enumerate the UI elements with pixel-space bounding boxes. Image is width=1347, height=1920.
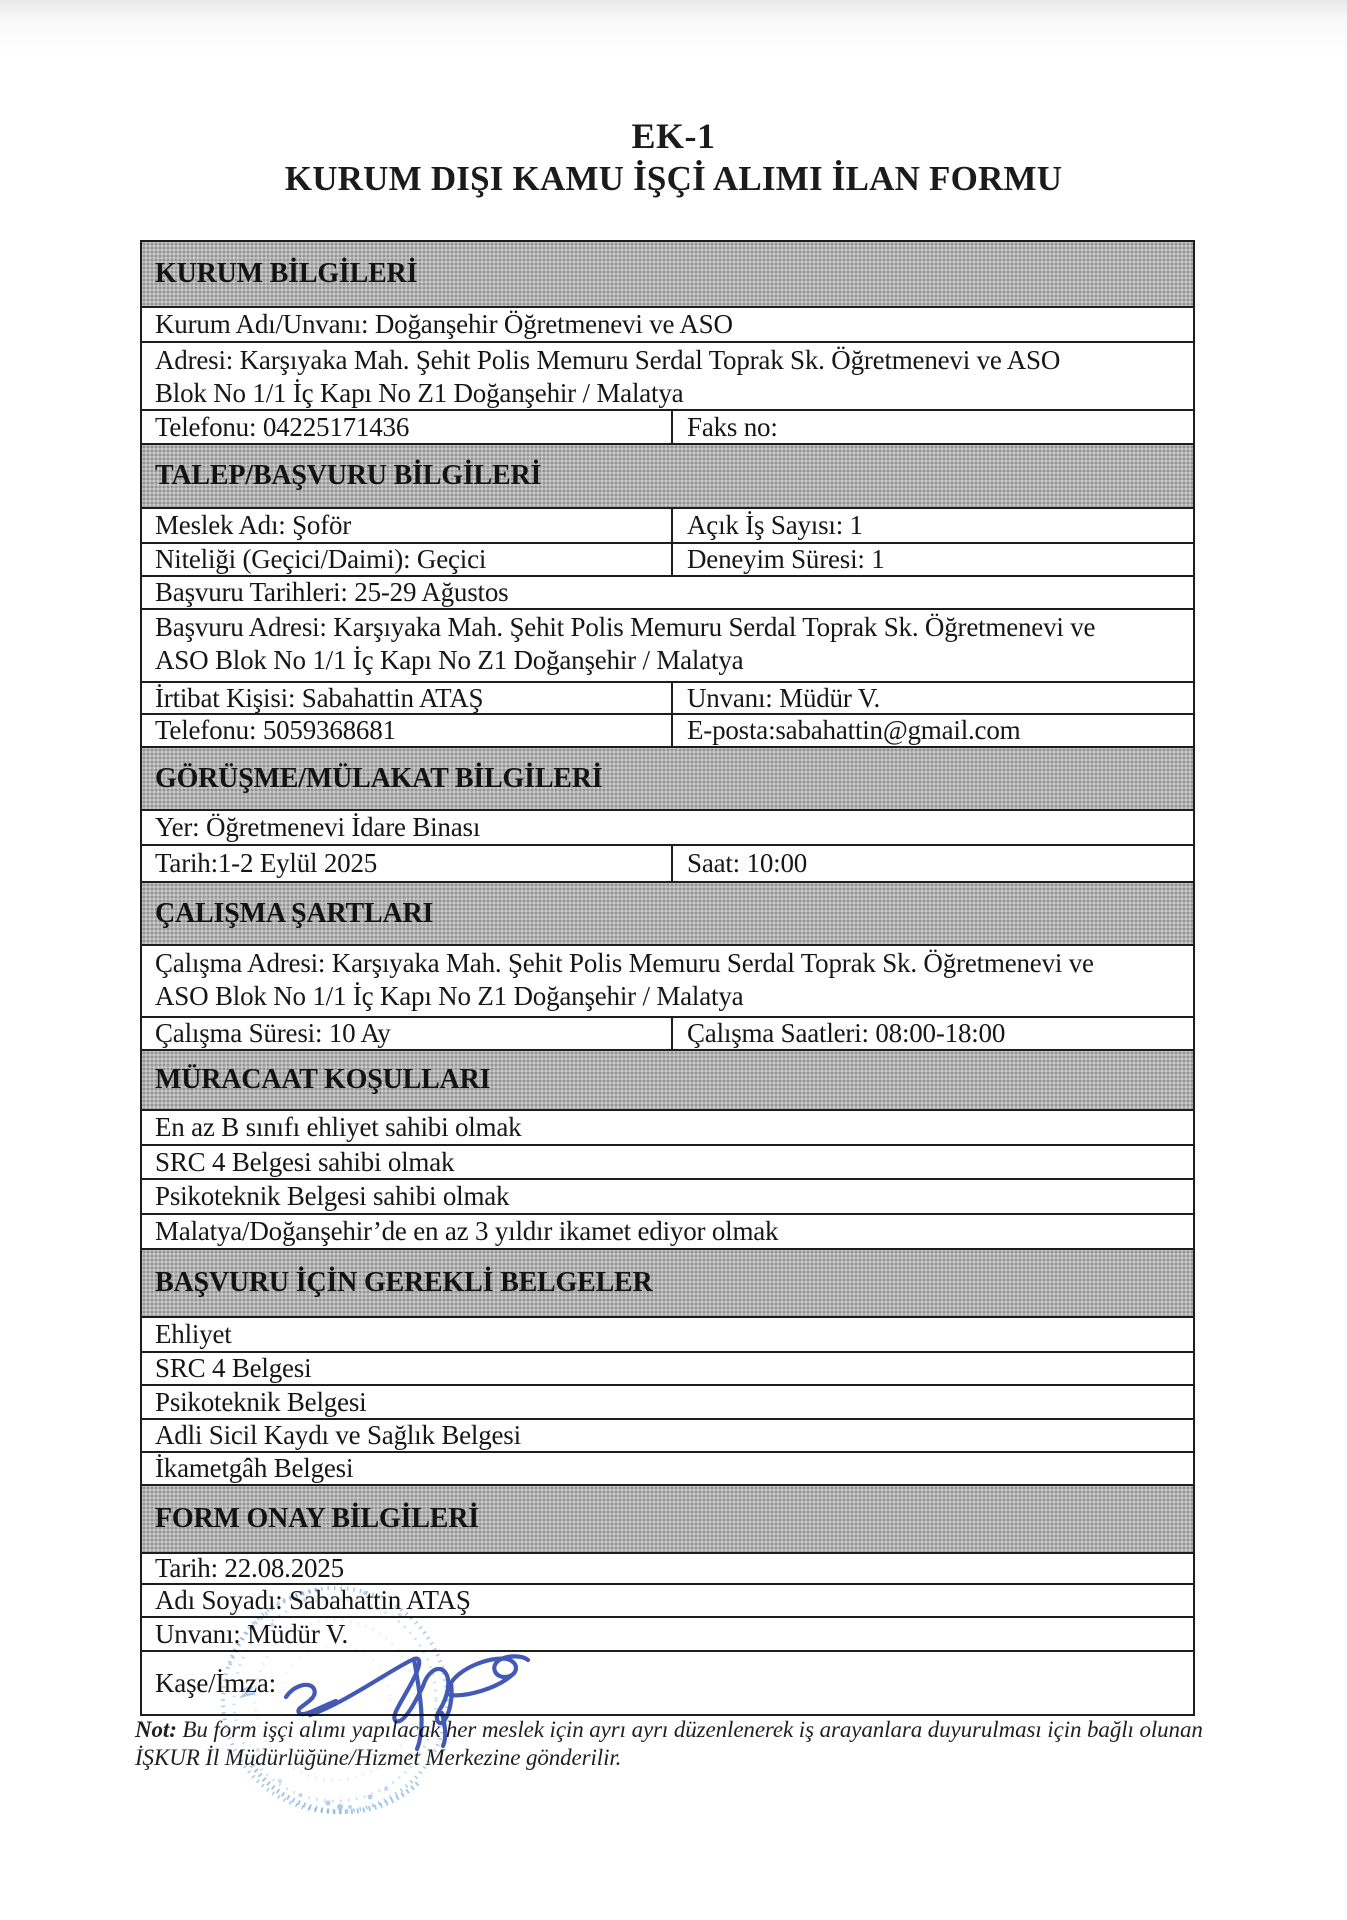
section-header-kurum-bilgileri (142, 242, 1193, 308)
field-basvuru-adresi (142, 608, 1193, 681)
section-header-form-onay (142, 1484, 1193, 1554)
field-text: Çalışma Saatleri: 08:00-18:00 (687, 1018, 1006, 1048)
requirement-item-4 (142, 1213, 1193, 1248)
field-acik-is-sayisi (671, 509, 1193, 542)
field-text: Kaşe/İmza: (155, 1667, 276, 1698)
title-block (0, 114, 1347, 200)
field-adresi (142, 341, 1193, 409)
field-text: Psikoteknik Belgesi (155, 1386, 367, 1417)
document-item-5 (142, 1451, 1193, 1484)
field-text: Telefonu: 04225171436 (155, 411, 410, 442)
field-text-line2: ASO Blok No 1/1 İç Kapı No Z1 Doğanşehir / Malatya (155, 645, 744, 675)
section-header-muracaat-kosullari (142, 1049, 1193, 1111)
field-text: SRC 4 Belgesi (155, 1353, 312, 1383)
section-header-label: KURUM BİLGİLERİ (155, 258, 418, 289)
field-text: Yer: Öğretmenevi İdare Binası (155, 812, 481, 842)
field-text: Çalışma Süresi: 10 Ay (155, 1018, 391, 1048)
field-text: E-posta:sabahattin@gmail.com (687, 715, 1021, 745)
field-onay-tarih (142, 1554, 1193, 1583)
page-title: KURUM DIŞI KAMU İŞÇİ ALIMI İLAN FORMU (284, 159, 1063, 198)
field-meslek-adi (142, 509, 671, 542)
footnote (135, 1716, 1213, 1771)
field-text-line2: Blok No 1/1 İç Kapı No Z1 Doğanşehir / Malatya (155, 378, 684, 408)
row-sure-saatler (142, 1016, 1193, 1049)
field-telefonu-2 (142, 715, 671, 746)
field-text-line2: ASO Blok No 1/1 İç Kapı No Z1 Doğanşehir / Malatya (155, 981, 744, 1011)
field-text: Malatya/Doğanşehir’de en az 3 yıldır ikamet ediyor olmak (155, 1216, 779, 1246)
field-saat (671, 846, 1193, 881)
form-table (140, 240, 1195, 1716)
row-meslek-acikis (142, 509, 1193, 542)
document-item-4 (142, 1418, 1193, 1451)
field-niteligi (142, 544, 671, 575)
field-adi-soyadi (142, 1583, 1193, 1616)
section-header-gorusme-mulakat (142, 746, 1193, 811)
field-text: En az B sınıfı ehliyet sahibi olmak (155, 1112, 522, 1142)
section-header-label: MÜRACAAT KOŞULLARI (155, 1064, 491, 1095)
form-code: EK-1 (631, 116, 716, 156)
field-irtibat-kisisi (142, 683, 671, 713)
field-text: Başvuru Tarihleri: 25-29 Ağustos (155, 577, 509, 607)
field-text: Saat: 10:00 (687, 848, 808, 878)
field-faks-no (671, 411, 1193, 443)
section-header-talep-basvuru (142, 443, 1193, 509)
field-text: Niteliği (Geçici/Daimi): Geçici (155, 544, 487, 574)
field-telefonu (142, 411, 671, 443)
requirement-item-2 (142, 1144, 1193, 1178)
field-text: Tarih: 22.08.2025 (155, 1553, 344, 1583)
section-header-label: TALEP/BAŞVURU BİLGİLERİ (155, 460, 542, 491)
field-text: Faks no: (687, 411, 778, 442)
field-text: Tarih:1-2 Eylül 2025 (155, 848, 378, 878)
row-niteligi-deneyim (142, 542, 1193, 575)
field-text: Deneyim Süresi: 1 (687, 544, 885, 574)
field-calisma-suresi (142, 1018, 671, 1049)
footnote-text: Bu form işçi alımı yapılacak her meslek için ayrı ayrı düzenlenerek iş arayanlara duyurulması için bağlı olunan İŞKUR İl Müdürlüğüne/Hizmet Merkezine gönderilir. (135, 1717, 1203, 1770)
field-text: Unvanı: Müdür V. (155, 1618, 349, 1649)
field-kurum-adi-unvani (142, 308, 1193, 341)
row-telefon-eposta (142, 713, 1193, 746)
field-onay-unvani (142, 1616, 1193, 1650)
field-text: Adli Sicil Kaydı ve Sağlık Belgesi (155, 1420, 521, 1450)
field-yer (142, 811, 1193, 844)
field-text: Unvanı: Müdür V. (687, 682, 881, 713)
footnote-label: Not: (135, 1717, 177, 1742)
row-telefonu-faks (142, 409, 1193, 443)
section-header-label: FORM ONAY BİLGİLERİ (155, 1503, 479, 1534)
field-text: Ehliyet (155, 1319, 232, 1349)
field-text-line1: Çalışma Adresi: Karşıyaka Mah. Şehit Polis Memuru Serdal Toprak Sk. Öğretmenevi ve (155, 948, 1094, 978)
field-gorusme-tarih (142, 846, 671, 881)
field-kase-imza (142, 1650, 1193, 1714)
document-item-3 (142, 1384, 1193, 1418)
row-irtibat-unvan (142, 681, 1193, 713)
section-header-label: ÇALIŞMA ŞARTLARI (155, 897, 434, 929)
document-item-1 (142, 1318, 1193, 1351)
section-header-label: GÖRÜŞME/MÜLAKAT BİLGİLERİ (155, 762, 603, 794)
field-text: Telefonu: 5059368681 (155, 715, 396, 745)
field-eposta (671, 715, 1193, 746)
field-unvani (671, 683, 1193, 713)
requirement-item-1 (142, 1111, 1193, 1144)
section-header-calisma-sartlari (142, 881, 1193, 946)
document-item-2 (142, 1351, 1193, 1384)
field-basvuru-tarihleri (142, 575, 1193, 608)
field-text-line1: Başvuru Adresi: Karşıyaka Mah. Şehit Polis Memuru Serdal Toprak Sk. Öğretmenevi ve (155, 612, 1096, 642)
requirement-item-3 (142, 1178, 1193, 1213)
field-calisma-saatleri (671, 1018, 1193, 1049)
row-tarih-saat (142, 844, 1193, 881)
field-deneyim-suresi (671, 544, 1193, 575)
field-calisma-adresi (142, 946, 1193, 1016)
field-text: SRC 4 Belgesi sahibi olmak (155, 1146, 455, 1177)
field-text: Kurum Adı/Unvanı: Doğanşehir Öğretmenevi ve ASO (155, 309, 733, 339)
field-text: İkametgâh Belgesi (155, 1453, 354, 1483)
field-text: İrtibat Kişisi: Sabahattin ATAŞ (155, 682, 484, 713)
field-text: Açık İş Sayısı: 1 (687, 510, 863, 540)
field-text-line1: Adresi: Karşıyaka Mah. Şehit Polis Memuru Serdal Toprak Sk. Öğretmenevi ve ASO (155, 345, 1061, 375)
section-header-gerekli-belgeler (142, 1248, 1193, 1318)
field-text: Adı Soyadı: Sabahattin ATAŞ (155, 1585, 471, 1615)
section-header-label: BAŞVURU İÇİN GEREKLİ BELGELER (155, 1267, 653, 1298)
field-text: Meslek Adı: Şoför (155, 510, 352, 540)
field-text: Psikoteknik Belgesi sahibi olmak (155, 1181, 510, 1211)
